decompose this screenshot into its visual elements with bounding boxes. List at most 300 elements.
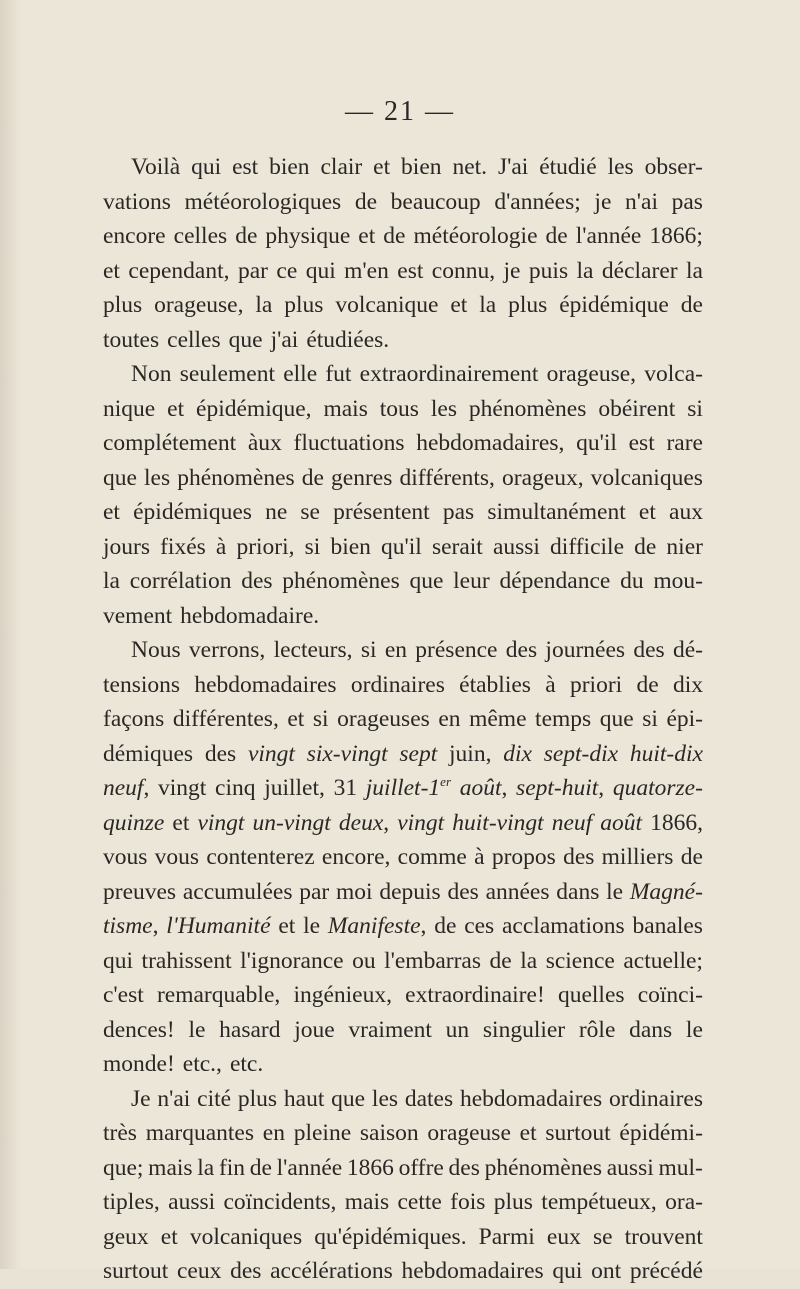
word: juillet, (264, 775, 325, 801)
text-line (103, 1220, 703, 1255)
text-line (103, 1116, 703, 1151)
word: qu'épidémiques. (314, 1223, 467, 1250)
word: tempétueux, (541, 1189, 657, 1215)
word: contenterez (206, 844, 315, 870)
word: et (172, 809, 190, 836)
word: pleine (293, 1120, 352, 1146)
word: volcanique (335, 292, 439, 318)
text-line (103, 771, 703, 806)
paragraph-3 (103, 633, 703, 1082)
text-line (103, 702, 703, 737)
word: que; (103, 1154, 144, 1181)
word: dix (503, 740, 532, 767)
word: à (474, 844, 485, 870)
word: volcaniques (189, 1223, 303, 1250)
word: Nous (131, 637, 181, 663)
word: épidémi- (619, 1120, 703, 1146)
word: ces (464, 913, 495, 939)
word: leur (453, 568, 490, 594)
word: actuelle; (623, 947, 703, 974)
word: météorologie (413, 223, 538, 249)
word: 1866; (649, 223, 703, 249)
word: bien (269, 154, 310, 180)
word: six-vingt (306, 740, 388, 767)
word: présence (415, 637, 498, 663)
word: de (354, 188, 377, 215)
word: Non (131, 361, 172, 387)
word: orageuse, (154, 292, 244, 318)
word: à (215, 533, 227, 560)
word: surtout (103, 1258, 169, 1284)
word: l'Humanité (166, 913, 271, 939)
word: science (545, 947, 615, 974)
word: l'embarras (384, 947, 481, 974)
word: complétement (103, 430, 237, 456)
word: plus (493, 1189, 533, 1215)
word: la (576, 257, 594, 284)
word: orageuse (427, 1120, 511, 1146)
word: difficile (550, 533, 625, 560)
word: vingt (197, 809, 245, 836)
word: pas (442, 499, 475, 525)
text-line (103, 150, 703, 185)
word: est (232, 154, 259, 180)
text-line (103, 599, 703, 634)
word: priori (569, 671, 623, 698)
word: quatorze- (612, 775, 703, 801)
word: étudié (539, 154, 597, 180)
word: je (503, 257, 521, 284)
word: coïnci- (637, 982, 703, 1008)
word: marquantes (145, 1120, 255, 1146)
word: dépendance (499, 568, 611, 594)
word: même (469, 706, 527, 732)
word: encore (103, 223, 166, 249)
word: du (620, 568, 644, 594)
word: très (103, 1120, 137, 1146)
word: août (600, 809, 643, 836)
word: façons (103, 706, 165, 732)
word: qu'il (576, 430, 617, 456)
word: hebdomadaires (459, 1085, 603, 1112)
word: tiples, (103, 1189, 160, 1215)
text-line (103, 1047, 703, 1082)
word: accélérations (270, 1258, 393, 1284)
word: et (160, 1223, 178, 1250)
text-line (103, 219, 703, 254)
word: des (230, 1258, 262, 1284)
word: de (545, 223, 568, 249)
word: elle (283, 361, 318, 387)
word: vraiment (348, 1016, 432, 1043)
word: de (636, 671, 659, 698)
word: et (519, 1120, 537, 1146)
word: orageux, (502, 464, 584, 491)
word: dé- (672, 637, 703, 663)
word: àux (247, 430, 282, 456)
word: de (301, 464, 324, 491)
word: ce (276, 257, 298, 284)
text-line (103, 668, 703, 703)
word: fois (450, 1189, 486, 1215)
text-line (103, 633, 703, 668)
word: monde! (103, 1051, 175, 1077)
word: j'ai (270, 326, 299, 353)
word: 1866 (346, 1154, 394, 1181)
word: deux, (338, 809, 390, 836)
word: épidémique, (196, 395, 312, 422)
word: eux (546, 1223, 581, 1250)
word: Voilà (131, 154, 181, 180)
word: à (545, 671, 556, 698)
word: épidémiques (133, 499, 252, 525)
paragraph-1 (103, 150, 703, 357)
word: dates (404, 1085, 454, 1112)
word: et (450, 292, 468, 318)
word: phénomènes (484, 1154, 603, 1181)
word: si (304, 533, 321, 560)
word: hebdomadaires, (416, 430, 565, 456)
text-line (103, 978, 703, 1013)
word: dans (556, 878, 600, 905)
word: plus (508, 292, 548, 318)
word: simultanément (487, 499, 626, 525)
word: mais (344, 1189, 390, 1215)
word: singulier (482, 1016, 566, 1043)
paragraph-2 (103, 357, 703, 633)
word: cependant, (128, 257, 230, 284)
word: vingt (158, 775, 207, 801)
word: trouvent (624, 1223, 703, 1250)
word: dences! (103, 1016, 175, 1043)
word: plus (284, 292, 324, 318)
word: la (255, 292, 273, 318)
word: qui (552, 1258, 583, 1284)
word: des (505, 637, 538, 663)
word: extraordinairement (359, 361, 539, 387)
word: acclamations (502, 913, 625, 939)
word: plus (103, 292, 143, 318)
word: que (409, 568, 444, 594)
word: d'années; (494, 188, 581, 215)
word: rôle (578, 1016, 616, 1043)
word: que (331, 1085, 366, 1112)
word: beaucoup (390, 188, 481, 215)
word: saison (359, 1120, 419, 1146)
body-text (103, 150, 703, 1289)
word: Parmi (478, 1223, 535, 1250)
word: ingénieux, (293, 982, 392, 1008)
word: météorologiques (184, 188, 342, 215)
word: neuf (551, 809, 593, 836)
word: présentent (333, 499, 430, 525)
word: démiques (103, 740, 194, 767)
word: que (599, 706, 634, 732)
word: corrélation (129, 568, 232, 594)
word: verrons, (188, 637, 266, 663)
word: nier (666, 533, 703, 560)
word: geux (103, 1223, 149, 1250)
word: connu, (431, 257, 496, 284)
word: en (438, 706, 461, 732)
word: n'ai (625, 188, 658, 215)
word: n'ai (157, 1085, 191, 1112)
word: un (445, 1016, 470, 1043)
word: de (634, 533, 657, 560)
word: l'ignorance (240, 947, 344, 974)
word: de (680, 292, 703, 318)
word: 31 (333, 775, 358, 801)
word: 1866, (650, 809, 703, 836)
word: volca- (644, 361, 703, 387)
word: est (397, 257, 424, 284)
paragraph-4 (103, 1082, 703, 1289)
word: les (607, 154, 634, 180)
word: qui (191, 154, 222, 180)
word: en (384, 637, 407, 663)
word: si (312, 706, 329, 732)
word: la (686, 257, 703, 284)
word: qui (305, 257, 336, 284)
word: fixés (160, 533, 206, 560)
word: seulement (179, 361, 275, 387)
word: et (103, 499, 120, 525)
word: vous (103, 844, 148, 870)
text-line (103, 564, 703, 599)
text-line (103, 530, 703, 565)
word: ordinaires (350, 671, 445, 698)
word: mul- (658, 1154, 703, 1181)
word: l'année (575, 223, 642, 249)
word: la (103, 568, 120, 594)
word: ordinaires (609, 1085, 703, 1112)
word: J'ai (497, 154, 529, 180)
word: le (188, 1016, 206, 1043)
word: et (103, 257, 120, 284)
text-line (103, 461, 703, 496)
word: épi- (666, 706, 703, 732)
word: celles (167, 326, 221, 353)
word: si (687, 395, 703, 422)
word: des (241, 568, 273, 594)
word: étudiées. (306, 326, 390, 353)
word: joue (294, 1016, 335, 1043)
word: milliers (601, 844, 674, 870)
word: volcaniques (590, 464, 703, 491)
word: juillet-1er (365, 774, 452, 801)
word: depuis (379, 878, 441, 905)
word: déclarer (601, 257, 678, 284)
word: les (430, 395, 457, 422)
word: plus (237, 1085, 278, 1112)
word: de (434, 913, 457, 939)
word: différentes, (172, 706, 279, 732)
word: mais (323, 395, 368, 422)
word: établies (459, 671, 531, 698)
word: Je (131, 1085, 151, 1112)
word: se (592, 1223, 613, 1250)
word: le (303, 913, 321, 939)
text-line (103, 254, 703, 289)
word: et (278, 913, 296, 939)
word: épidémique (559, 292, 669, 318)
word: en (262, 1120, 285, 1146)
word: encore, (321, 844, 391, 870)
word: des (563, 844, 595, 870)
word: obéirent (598, 395, 676, 422)
word: aux (669, 499, 703, 525)
word: si (360, 637, 377, 663)
word: sept-dix (543, 740, 619, 767)
word: Magné- (629, 878, 703, 905)
word: physique (265, 223, 351, 249)
word: des (447, 878, 479, 905)
word: orageuses (337, 706, 430, 732)
word: puis (528, 257, 569, 284)
word: aussi (606, 1154, 654, 1181)
word: et (358, 223, 376, 249)
word: obser- (644, 154, 703, 180)
word: journées (545, 637, 626, 663)
word: mou- (653, 568, 703, 594)
word: et (373, 154, 391, 180)
word: de (489, 947, 512, 974)
word: celles (173, 223, 228, 249)
text-line (103, 737, 703, 772)
text-line (103, 875, 703, 910)
word: banales (632, 913, 703, 939)
word: comme (397, 844, 467, 870)
word: Manifeste, (327, 913, 427, 939)
word: mais (148, 1154, 193, 1181)
word: etc., (182, 1051, 222, 1077)
word: des (633, 637, 665, 663)
word: bien (401, 154, 442, 180)
word: hasard (219, 1016, 281, 1043)
word: nique (103, 395, 156, 422)
word: neuf, (103, 775, 150, 801)
word: qu'il (381, 533, 422, 560)
word: la (197, 1154, 215, 1181)
word: net. (452, 154, 488, 180)
text-line (103, 1185, 703, 1220)
word: vement (103, 602, 173, 629)
word: bien (330, 533, 371, 560)
word: de (235, 223, 258, 249)
word: tensions (103, 671, 181, 698)
word: propos (491, 844, 556, 870)
word: lecteurs, (273, 637, 353, 663)
word: vingt (397, 809, 445, 836)
word: le (606, 878, 624, 905)
text-line (103, 1013, 703, 1048)
text-line (103, 357, 703, 392)
word: tous (379, 395, 419, 422)
word: quelles (557, 982, 625, 1008)
word: extraordinaire! (405, 982, 545, 1008)
word: clair (320, 154, 363, 180)
word: la (520, 947, 538, 974)
word: l'année (276, 1154, 343, 1181)
word: différents, (399, 464, 495, 491)
word: par (299, 878, 330, 905)
word: orageuse, (546, 361, 637, 387)
word: phénomènes (282, 568, 400, 594)
word: ora- (665, 1189, 703, 1215)
word: le (685, 1016, 703, 1043)
word: vingt (247, 740, 295, 767)
word: fluctuations (293, 430, 405, 456)
word: est (628, 430, 655, 456)
word: preuves (103, 878, 177, 905)
word: phénomènes (468, 395, 587, 422)
text-line (103, 392, 703, 427)
word: se (300, 499, 320, 525)
word: des (204, 740, 237, 767)
word: et (638, 499, 656, 525)
word: temps (535, 706, 592, 732)
word: rare (666, 430, 703, 456)
word: jours (103, 533, 150, 560)
word: ceux (176, 1258, 222, 1284)
text-line (103, 288, 703, 323)
word: cette (397, 1189, 442, 1215)
word: cinq (215, 775, 256, 801)
word: huit-vingt (452, 809, 544, 836)
word: aussi (492, 533, 540, 560)
word: si (642, 706, 658, 732)
word: priori, (236, 533, 295, 560)
word: tisme, (103, 913, 159, 939)
word: quinze (103, 809, 165, 836)
word: ou (352, 947, 376, 974)
word: de (249, 1154, 272, 1181)
word: toutes (103, 326, 160, 353)
word: hebdomadaire. (180, 602, 320, 629)
word: juin, (449, 740, 492, 767)
word: vations (103, 188, 171, 215)
word: précédé (629, 1258, 703, 1284)
word: août, (459, 775, 508, 801)
word: accumulées (182, 878, 293, 905)
text-line (103, 909, 703, 944)
word: moi (336, 878, 373, 905)
word: aussi (168, 1189, 216, 1215)
word: etc. (229, 1051, 264, 1077)
word: hebdomadaires (401, 1258, 544, 1284)
word: coïncidents, (223, 1189, 337, 1215)
text-line (103, 806, 703, 841)
page-gutter-shadow (0, 0, 22, 1269)
text-line (103, 426, 703, 461)
word: sept-huit, (516, 775, 605, 801)
word: que (228, 326, 263, 353)
word: offre (398, 1154, 444, 1181)
word: phénomènes (177, 464, 295, 491)
word: vous (154, 844, 200, 870)
word: sept (399, 740, 438, 767)
word: fut (325, 361, 352, 387)
text-line (103, 944, 703, 979)
text-line (103, 1254, 703, 1289)
word: les (144, 464, 171, 491)
word: haut (283, 1085, 325, 1112)
word: la (479, 292, 497, 318)
word: trahissent (141, 947, 232, 974)
text-line (103, 323, 703, 358)
word: remarquable, (156, 982, 281, 1008)
word: serait (431, 533, 483, 560)
